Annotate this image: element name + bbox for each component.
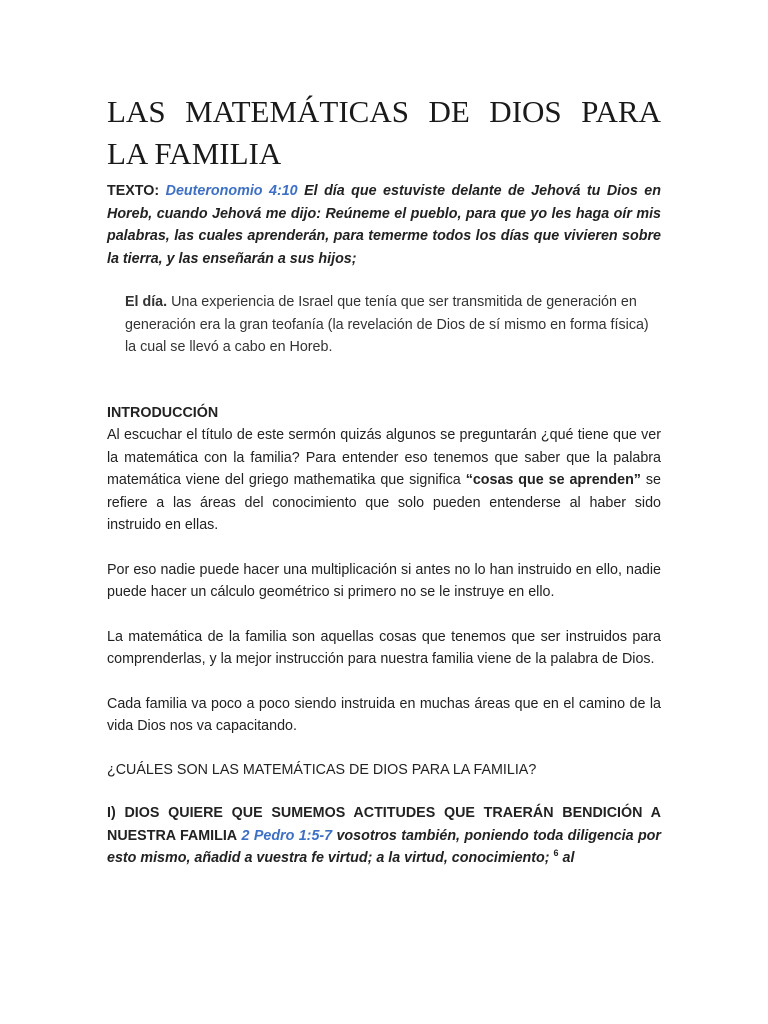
intro-paragraph-3: La matemática de la familia son aquellas cosas que tenemos que ser instruidos para comprenderlas, y la mejor instrucción para nuestra familia viene de la palabra de Dios.: [107, 628, 661, 667]
intro-paragraph-1: [107, 424, 661, 537]
section-heading-introduction: INTRODUCCIÓN: [107, 404, 219, 421]
intro-paragraph-4: Cada familia va poco a poco siendo instruida en muchas áreas que en el camino de la vida Dios nos va capacitando.: [107, 695, 661, 734]
document-content: [107, 91, 661, 870]
text-label: TEXTO:: [107, 183, 160, 199]
intro-p1-emphasis: “cosas que se aprenden”: [465, 472, 641, 488]
page-title: LAS MATEMÁTICAS DE DIOS PARA LA FAMILIA: [107, 94, 661, 171]
intro-paragraph-2: Por eso nadie puede hacer una multiplicación si antes no lo han instruido en ello, nadie puede hacer un cálculo geométrico si primero no se le instruye en ello.: [107, 561, 661, 600]
commentary-note: [125, 291, 661, 359]
point-1: [107, 802, 661, 870]
key-verse: El día que estuviste delante de Jehová tu Dios en Horeb, cuando Jehová me dijo: Reúneme el pueblo, para que yo les haga oír mis palabras, las cuales aprenderán, para temerme todos los días que vivieren sobre la tierra, y las enseñarán a sus hijos;: [107, 183, 661, 267]
intro-p1-text: Al escuchar el título de este sermón quizás algunos se preguntarán ¿qué tiene que ver la matemática con la familia? Para entender eso tenemos que saber que la palabra matemática viene del griego mathematika que significa: [107, 427, 661, 488]
point-1-verse: vosotros también, poniendo toda diligencia por esto mismo, añadid a vuestra fe virtud; a la virtud, conocimiento;: [107, 827, 661, 866]
section-question: ¿CUÁLES SON LAS MATEMÁTICAS DE DIOS PARA LA FAMILIA?: [107, 761, 537, 778]
scripture-link-2-pedro[interactable]: 2 Pedro 1:5-7: [241, 827, 333, 844]
key-text: [107, 180, 661, 270]
point-1-heading: I) DIOS QUIERE QUE SUMEMOS ACTITUDES QUE TRAERÁN BENDICIÓN A NUESTRA FAMILIA: [107, 805, 661, 844]
point-1-verse-cont: al: [562, 850, 575, 866]
intro-p1-text-end: se refiere a las áreas del conocimiento que solo pueden entenderse al haber sido instruido en ellas.: [107, 472, 661, 533]
note-body: Una experiencia de Israel que tenía que ser transmitida de generación en generación era la gran teofanía (la revelación de Dios de sí mismo en forma física) la cual se llevó a cabo en Horeb.: [125, 294, 649, 355]
note-term: El día.: [125, 294, 168, 310]
verse-number: 6: [553, 848, 559, 859]
scripture-link-deuteronomio[interactable]: Deuteronomio 4:10: [165, 183, 298, 199]
